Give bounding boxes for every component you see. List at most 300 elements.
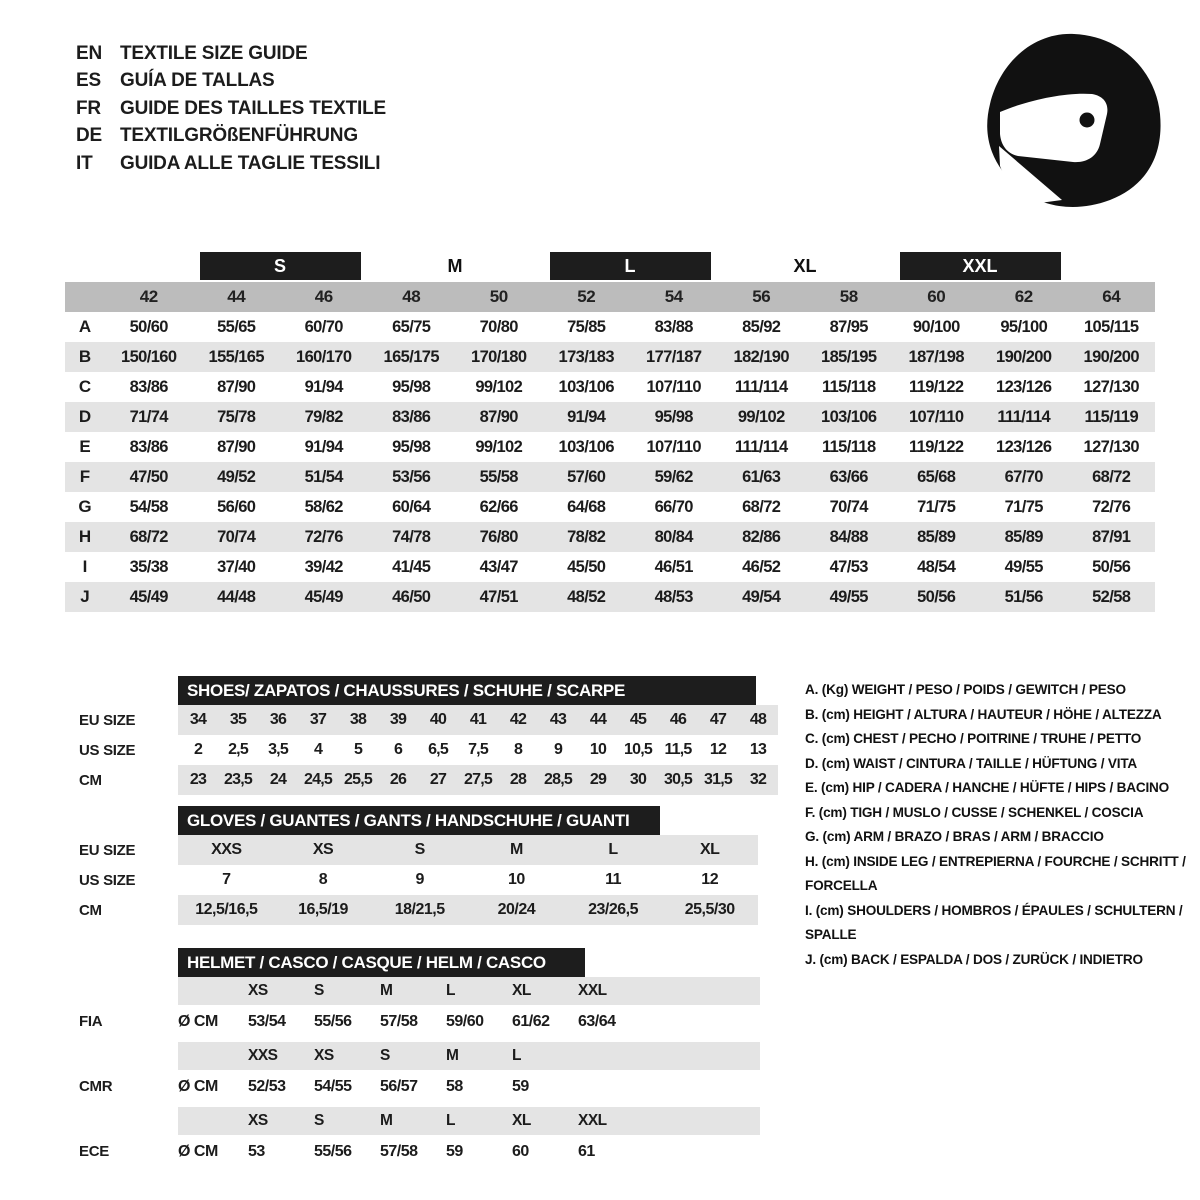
gloves-cell: 12,5/16,5 (195, 901, 258, 918)
size-cell: 127/130 (1083, 437, 1139, 456)
gloves-cell: 23/26,5 (588, 901, 638, 918)
gloves-cell: 8 (318, 871, 328, 888)
shoes-cell: 26 (389, 771, 407, 788)
legend-item: D. (cm) WAIST / CINTURA / TAILLE / HÜFTUNG / VITA (805, 755, 1138, 771)
gloves-band (178, 895, 758, 925)
size-cell: 155/165 (208, 347, 264, 366)
size-cell: 50/56 (1092, 557, 1131, 576)
size-group-s: S (200, 252, 361, 280)
size-cell: 83/86 (129, 377, 168, 396)
unit-cell: Ø CM (178, 1012, 218, 1030)
row-label (65, 1107, 178, 1135)
legend-item: F. (cm) TIGH / MUSLO / CUSSE / SCHENKEL / COSCIA (805, 804, 1144, 820)
gloves-cell: 12 (701, 871, 719, 888)
language-title-list (76, 40, 386, 178)
language-code: FR (76, 97, 101, 119)
size-cell: 85/92 (742, 317, 781, 336)
language-row (76, 123, 386, 151)
size-col-header: 44 (227, 287, 246, 306)
helmet-cell: XXL (578, 982, 607, 999)
helmet-rows (65, 977, 760, 1168)
helmet-cell: 61 (578, 1142, 595, 1160)
size-col-header: 52 (577, 287, 596, 306)
gloves-cell: L (608, 841, 618, 858)
shoes-cell: 38 (349, 711, 367, 728)
shoes-cell: 39 (389, 711, 407, 728)
size-cell: 71/75 (1004, 497, 1043, 516)
size-cell: 91/94 (304, 377, 343, 396)
size-cell: 111/114 (734, 437, 788, 456)
gloves-row (65, 835, 758, 865)
shoes-cell: 35 (229, 711, 247, 728)
helmet-cell: 55/56 (314, 1012, 352, 1030)
size-cell: 60/64 (392, 497, 431, 516)
helmet-band (178, 1135, 760, 1168)
gloves-cell: 11 (605, 871, 621, 888)
size-row-f (65, 462, 1155, 492)
shoes-cell: 3,5 (268, 741, 288, 758)
size-cell: 50/56 (917, 587, 956, 606)
size-cell: 173/183 (558, 347, 614, 366)
size-cell: 95/100 (1000, 317, 1048, 336)
helmet-cell: 59 (512, 1077, 529, 1095)
shoes-cell: 8 (513, 741, 523, 758)
gloves-cell: M (509, 841, 523, 858)
row-letter: C (78, 377, 92, 396)
size-col-header: 58 (839, 287, 858, 306)
size-cell: 39/42 (304, 557, 343, 576)
size-group-xl: XL (793, 255, 817, 276)
shoes-cell: 6 (393, 741, 403, 758)
size-cell: 185/195 (821, 347, 877, 366)
size-cell: 85/89 (1004, 527, 1043, 546)
size-cell: 170/180 (471, 347, 527, 366)
size-cell: 119/122 (908, 437, 964, 456)
size-row-h (65, 522, 1155, 552)
language-code: ES (76, 70, 101, 92)
shoes-cell: 47 (709, 711, 727, 728)
size-cell: 87/90 (217, 437, 256, 456)
helmet-cell: S (314, 982, 324, 999)
shoes-band (178, 765, 778, 795)
legend-item: C. (cm) CHEST / PECHO / POITRINE / TRUHE / PETTO (805, 731, 1142, 746)
size-cell: 103/106 (821, 407, 877, 426)
language-code: DE (76, 125, 102, 147)
size-cell: 65/75 (392, 317, 431, 336)
gloves-band (178, 835, 758, 865)
shoes-cell: 5 (353, 741, 363, 758)
shoes-cell: 7,5 (468, 741, 488, 758)
row-label: CMR (79, 1078, 113, 1095)
shoes-cell: 30 (629, 771, 647, 788)
size-row-d (65, 402, 1155, 432)
helmet-cell: XXS (248, 1047, 278, 1064)
size-cell: 115/118 (821, 377, 876, 396)
helmet-sizes-row (65, 977, 760, 1005)
helmet-cell: M (446, 1047, 459, 1064)
helmet-band (178, 977, 760, 1005)
shoes-cell: 23 (189, 771, 207, 788)
helmet-band (178, 1042, 760, 1070)
shoes-rows (65, 705, 778, 795)
shoes-cell: 44 (589, 711, 607, 728)
shoes-row (65, 705, 778, 735)
row-label: EU SIZE (79, 711, 136, 729)
size-cell: 95/98 (392, 437, 431, 456)
size-cell: 87/90 (479, 407, 518, 426)
size-cell: 87/90 (217, 377, 256, 396)
row-letter: B (78, 347, 92, 366)
size-cell: 103/106 (558, 377, 614, 396)
helmet-cell: XS (248, 982, 268, 999)
size-cell: 67/70 (1004, 467, 1043, 486)
shoes-cell: 27 (429, 771, 447, 788)
helmet-cell: XS (314, 1047, 334, 1064)
shoes-cell: 34 (189, 711, 207, 728)
helmet-cell: 59 (446, 1142, 463, 1160)
size-cell: 127/130 (1083, 377, 1139, 396)
unit-cell: Ø CM (178, 1142, 218, 1160)
size-cell: 107/110 (646, 437, 702, 456)
gloves-cell: XS (312, 841, 334, 858)
helmet-cell: 58 (446, 1077, 463, 1095)
language-row (76, 40, 386, 68)
size-cell: 74/78 (392, 527, 431, 546)
row-letter: D (78, 407, 92, 426)
shoes-cell: 43 (549, 711, 567, 728)
helmet-sizes-row (65, 1107, 760, 1135)
language-row (76, 95, 386, 123)
size-cell: 57/60 (567, 467, 606, 486)
size-cell: 65/68 (917, 467, 956, 486)
size-cell: 182/190 (733, 347, 789, 366)
size-cell: 115/119 (1084, 407, 1139, 426)
size-cell: 37/40 (217, 557, 256, 576)
shoes-cell: 41 (469, 711, 487, 728)
legend-item: G. (cm) ARM / BRAZO / BRAS / ARM / BRACCIO (805, 829, 1104, 844)
size-col-header: 46 (314, 287, 333, 306)
size-cell: 35/38 (129, 557, 168, 576)
size-group-m: M (447, 255, 463, 276)
size-cell: 160/170 (296, 347, 352, 366)
shoes-band (178, 735, 778, 765)
legend-item: H. (cm) INSIDE LEG / ENTREPIERNA / FOURCHE / SCHRITT / FORCELLA (805, 853, 1186, 893)
size-cell: 72/76 (304, 527, 343, 546)
helmet-band (178, 1005, 760, 1038)
size-cell: 87/95 (829, 317, 868, 336)
helmet-cell: L (446, 982, 455, 999)
size-cell: 70/80 (479, 317, 518, 336)
size-number-band (65, 282, 1155, 312)
language-label: TEXTILGRÖßENFÜHRUNG (120, 125, 358, 147)
size-cell: 75/85 (567, 317, 606, 336)
shoes-cell: 45 (629, 711, 647, 728)
size-cell: 49/54 (742, 587, 781, 606)
language-label: GUIDE DES TAILLES TEXTILE (120, 97, 386, 119)
helmet-cell: S (314, 1112, 324, 1129)
language-label: GUÍA DE TALLAS (120, 70, 275, 92)
shoes-band (178, 705, 778, 735)
size-cell: 99/102 (475, 377, 523, 396)
size-row-j (65, 582, 1155, 612)
row-letter: A (78, 317, 92, 336)
row-label: US SIZE (79, 741, 136, 759)
size-cell: 58/62 (304, 497, 343, 516)
size-cell: 83/86 (392, 407, 431, 426)
shoes-cell: 24 (269, 771, 287, 788)
shoes-cell: 10 (589, 741, 607, 758)
shoes-cell: 36 (269, 711, 287, 728)
gloves-cell: 16,5/19 (298, 901, 348, 918)
size-cell: 55/58 (479, 467, 518, 486)
size-cell: 45/50 (567, 557, 606, 576)
gloves-rows (65, 835, 758, 925)
gloves-cell: 7 (222, 871, 231, 888)
size-cell: 72/76 (1092, 497, 1131, 516)
row-label: EU SIZE (79, 841, 136, 859)
shoes-cell: 12 (709, 741, 727, 758)
size-cell: 43/47 (479, 557, 518, 576)
textile-size-table (65, 250, 1155, 612)
size-cell: 48/54 (917, 557, 956, 576)
shoes-table-title: SHOES/ ZAPATOS / CHAUSSURES / SCHUHE / SCARPE (178, 676, 756, 705)
helmet-cmr-row (65, 1070, 760, 1103)
size-cell: 68/72 (1092, 467, 1131, 486)
size-cell: 70/74 (829, 497, 868, 516)
size-cell: 107/110 (908, 407, 964, 426)
shoes-cell: 28,5 (544, 771, 572, 788)
size-cell: 41/45 (392, 557, 431, 576)
size-cell: 91/94 (304, 437, 343, 456)
size-row-e (65, 432, 1155, 462)
shoes-cell: 42 (509, 711, 527, 728)
size-cell: 59/62 (654, 467, 693, 486)
size-cell: 54/58 (129, 497, 168, 516)
size-cell: 115/118 (821, 437, 876, 456)
size-cell: 46/52 (742, 557, 781, 576)
helmet-cell: 53/54 (248, 1012, 286, 1030)
size-cell: 111/114 (734, 377, 788, 396)
size-cell: 45/49 (304, 587, 343, 606)
size-cell: 91/94 (567, 407, 606, 426)
size-cell: 45/49 (129, 587, 168, 606)
shoes-row (65, 765, 778, 795)
helmet-ece-row (65, 1135, 760, 1168)
language-code: IT (76, 152, 93, 174)
shoes-row (65, 735, 778, 765)
helmet-cell: 52/53 (248, 1077, 286, 1095)
size-cell: 71/74 (129, 407, 168, 426)
size-cell: 83/86 (129, 437, 168, 456)
size-col-header: 48 (402, 287, 421, 306)
shoes-cell: 4 (313, 741, 323, 758)
row-letter: J (80, 587, 90, 606)
gloves-cell: S (414, 841, 425, 858)
helmet-cell: 53 (248, 1142, 265, 1160)
size-cell: 68/72 (742, 497, 781, 516)
shoes-cell: 10,5 (624, 741, 652, 758)
row-letter: E (79, 437, 91, 456)
helmet-cell: 57/58 (380, 1012, 418, 1030)
size-cell: 107/110 (646, 377, 702, 396)
language-code: EN (76, 42, 102, 64)
gloves-row (65, 895, 758, 925)
size-cell: 103/106 (558, 437, 614, 456)
shoes-cell: 6,5 (428, 741, 448, 758)
gloves-cell: 25,5/30 (684, 901, 735, 918)
size-cell: 53/56 (392, 467, 431, 486)
size-cell: 82/86 (742, 527, 781, 546)
size-cell: 76/80 (479, 527, 518, 546)
gloves-cell: XL (699, 841, 720, 858)
size-col-header: 42 (139, 287, 158, 306)
shoes-cell: 27,5 (464, 771, 492, 788)
gloves-table-title: GLOVES / GUANTES / GANTS / HANDSCHUHE / GUANTI (178, 806, 660, 835)
measurement-legend (805, 678, 1197, 972)
shoes-cell: 13 (749, 741, 767, 758)
size-cell: 150/160 (121, 347, 177, 366)
size-cell: 123/126 (996, 437, 1052, 456)
size-cell: 75/78 (217, 407, 256, 426)
gloves-cell: 20/24 (497, 901, 536, 918)
size-cell: 80/84 (654, 527, 693, 546)
helmet-cell: M (380, 982, 393, 999)
size-cell: 165/175 (383, 347, 439, 366)
unit-cell: Ø CM (178, 1077, 218, 1095)
helmet-band (178, 1070, 760, 1103)
size-cell: 51/54 (304, 467, 343, 486)
size-cell: 63/66 (829, 467, 868, 486)
size-cell: 99/102 (475, 437, 523, 456)
shoes-cell: 2 (193, 741, 203, 758)
size-cell: 90/100 (912, 317, 960, 336)
size-group-l: L (550, 252, 711, 280)
size-cell: 48/52 (567, 587, 606, 606)
size-group-xxl: XXL (900, 252, 1061, 280)
helmet-cell: 61/62 (512, 1012, 550, 1030)
shoes-cell: 2,5 (228, 741, 248, 758)
helmet-fia-row (65, 1005, 760, 1038)
shoes-cell: 29 (589, 771, 607, 788)
size-cell: 95/98 (392, 377, 431, 396)
size-cell: 48/53 (654, 587, 693, 606)
size-cell: 105/115 (1083, 317, 1139, 336)
size-cell: 55/65 (217, 317, 256, 336)
size-cell: 79/82 (304, 407, 343, 426)
row-letter: I (82, 557, 88, 576)
language-label: TEXTILE SIZE GUIDE (120, 42, 308, 64)
size-cell: 49/55 (1004, 557, 1043, 576)
helmet-cell: 57/58 (380, 1142, 418, 1160)
gloves-cell: 9 (415, 871, 424, 888)
row-label: US SIZE (79, 871, 136, 889)
shoes-cell: 23,5 (224, 771, 252, 788)
size-cell: 83/88 (654, 317, 693, 336)
helmet-cell: 59/60 (446, 1012, 484, 1030)
helmet-cell: L (512, 1047, 521, 1064)
helmet-table-title: HELMET / CASCO / CASQUE / HELM / CASCO (178, 948, 585, 977)
row-letter: F (79, 467, 91, 486)
helmet-cell: L (446, 1112, 455, 1129)
size-cell: 68/72 (129, 527, 168, 546)
helmet-size-table (65, 948, 760, 1168)
shoes-cell: 37 (309, 711, 327, 728)
size-cell: 46/50 (392, 587, 431, 606)
row-label (65, 1042, 178, 1070)
gloves-cell: XXS (211, 841, 242, 858)
size-cell: 51/56 (1004, 587, 1043, 606)
helmet-cell: 54/55 (314, 1077, 352, 1095)
size-cell: 66/70 (654, 497, 693, 516)
size-cell: 123/126 (996, 377, 1052, 396)
gloves-cell: 10 (507, 871, 525, 888)
helmet-cell: 56/57 (380, 1077, 418, 1095)
size-cell: 62/66 (479, 497, 518, 516)
size-row-b (65, 342, 1155, 372)
shoes-cell: 24,5 (304, 771, 332, 788)
helmet-cell: XXL (578, 1112, 607, 1129)
shoes-cell: 30,5 (664, 771, 692, 788)
helmet-cell: XL (512, 982, 531, 999)
size-cell: 50/60 (129, 317, 168, 336)
size-cell: 56/60 (217, 497, 256, 516)
size-row-g (65, 492, 1155, 522)
legend-item: B. (cm) HEIGHT / ALTURA / HAUTEUR / HÖHE / ALTEZZA (805, 706, 1162, 722)
helmet-cell: 60 (512, 1142, 529, 1160)
size-cell: 47/51 (479, 587, 518, 606)
measurement-rows (65, 312, 1155, 612)
size-cell: 47/53 (829, 557, 868, 576)
language-label: GUIDA ALLE TAGLIE TESSILI (120, 152, 381, 174)
gloves-size-table (65, 806, 758, 925)
size-col-header: 54 (664, 287, 683, 306)
size-cell: 119/122 (908, 377, 964, 396)
row-letter: G (78, 497, 92, 516)
size-row-i (65, 552, 1155, 582)
size-cell: 84/88 (829, 527, 868, 546)
size-cell: 46/51 (654, 557, 693, 576)
size-col-header: 60 (927, 287, 946, 306)
legend-item: A. (Kg) WEIGHT / PESO / POIDS / GEWITCH / PESO (805, 682, 1126, 697)
size-cell: 44/48 (217, 587, 256, 606)
size-cell: 190/200 (1083, 347, 1139, 366)
row-label: ECE (79, 1143, 109, 1160)
size-col-header: 50 (489, 287, 508, 306)
shoes-cell: 31,5 (704, 771, 732, 788)
legend-item: E. (cm) HIP / CADERA / HANCHE / HÜFTE / HIPS / BACINO (805, 780, 1170, 795)
shoes-cell: 46 (669, 711, 687, 728)
size-cell: 111/114 (997, 407, 1051, 426)
size-cell: 85/89 (917, 527, 956, 546)
shoes-size-table (65, 676, 778, 795)
helmet-cell: 55/56 (314, 1142, 352, 1160)
row-label: CM (79, 901, 102, 919)
helmet-cell: M (380, 1112, 393, 1129)
row-label (65, 977, 178, 1005)
shoes-cell: 11,5 (664, 741, 692, 758)
shoes-cell: 25,5 (344, 771, 372, 788)
size-group-row (65, 250, 1155, 282)
legend-item: J. (cm) BACK / ESPALDA / DOS / ZURÜCK / INDIETRO (805, 951, 1143, 967)
size-cell: 49/52 (217, 467, 256, 486)
helmet-cell: XS (248, 1112, 268, 1129)
size-row-a (65, 312, 1155, 342)
size-cell: 61/63 (742, 467, 781, 486)
size-cell: 187/198 (908, 347, 964, 366)
size-cell: 47/50 (129, 467, 168, 486)
language-row (76, 150, 386, 178)
shoes-cell: 28 (509, 771, 527, 788)
